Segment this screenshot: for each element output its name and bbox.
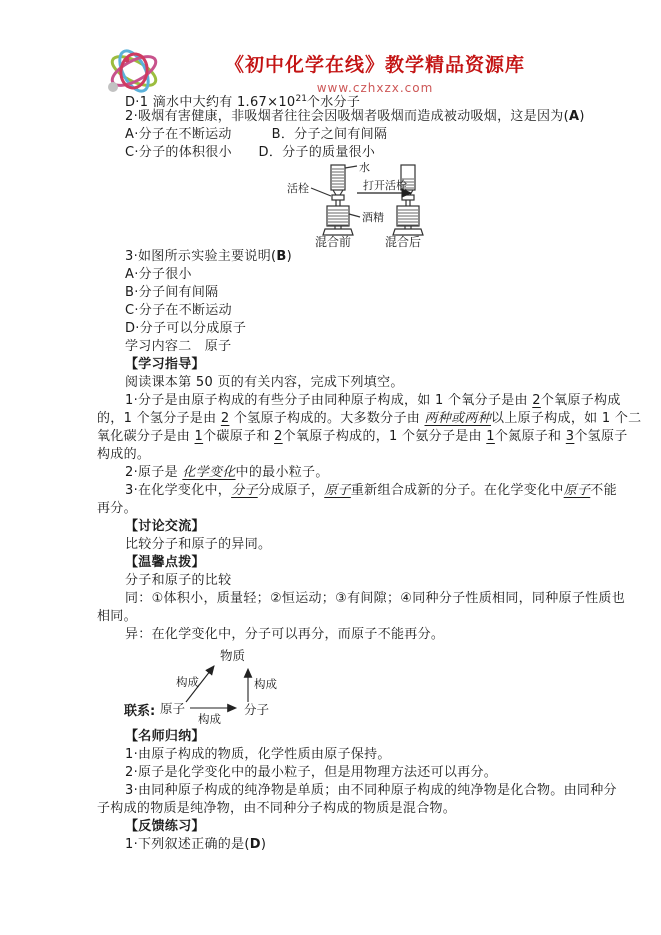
text-line: 的，1 个氢分子是由 2 个氢原子构成的。大多数分子由 两种或两种以上原子构成，如 1 个二 (97, 411, 642, 426)
text-line: C·分子的体积很小 D．分子的质量很小 (125, 145, 376, 160)
matter-node: 物质 (220, 648, 246, 663)
text-line: 氧化碳分子是由 1个碳原子和 2个氧原子构成的，1 个氨分子是由 1个氮原子和 3个氢原子 (97, 429, 628, 444)
site-title: 《初中化学在线》教学精品资源库 (224, 54, 525, 76)
molecule-node: 分子 (244, 702, 270, 717)
text-line: D·分子可以分成原子 (125, 321, 247, 336)
relation-diagram (97, 644, 577, 728)
text-line: 2·原子是 化学变化中的最小粒子。 (125, 465, 329, 480)
header-text (165, 50, 585, 95)
summary-section (97, 728, 617, 854)
text-line: 【名师归纳】 (125, 729, 205, 744)
text-line: 3·由同种原子构成的纯净物是单质；由不同种原子构成的纯净物是化合物。由同种分 (125, 783, 617, 798)
stopcock-label: 活栓 (287, 182, 309, 195)
text-line: 子构成的物质是纯净物，由不同种分子构成的物质是混合物。 (97, 801, 457, 816)
relation-diagram-figure (152, 644, 322, 724)
site-url: www.czhxzx.com (316, 81, 434, 95)
after-mixing-label: 混合后 (385, 235, 422, 248)
text-line: 阅读课本第 50 页的有关内容，完成下列填空。 (125, 375, 404, 390)
lesson-body-section (97, 248, 642, 644)
text-line: A·分子很小 (125, 267, 192, 282)
experiment-diagram (97, 162, 577, 248)
text-line: 分子和原子的比较 (125, 573, 232, 588)
atom-node: 原子 (160, 701, 186, 716)
text-line: 【学习指导】 (125, 357, 205, 372)
text-line: D·1 滴水中大约有 $1.67\times 10^{21}$个水分子 (125, 94, 361, 110)
text-line: 3·如图所示实验主要说明(B) (125, 249, 292, 264)
text-line: C·分子在不断运动 (125, 303, 232, 318)
before-mixing-label: 混合前 (315, 235, 352, 248)
apparatus-after (393, 165, 423, 235)
compose-label-horizontal: 构成 (198, 712, 221, 724)
text-line: B·分子间有间隔 (125, 285, 219, 300)
compose-label-vertical: 构成 (254, 677, 277, 691)
text-line: 比较分子和原子的异同。 (125, 537, 272, 552)
site-header (0, 0, 661, 95)
questions-top-section (97, 90, 585, 162)
apparatus-before (311, 165, 360, 235)
text-line: 异：在化学变化中，分子可以再分，而原子不能再分。 (125, 627, 445, 642)
text-line: A·分子在不断运动 B．分子之间有间隔 (125, 127, 388, 142)
text-line: 1·下列叙述正确的是(D) (125, 837, 267, 852)
text-line: 构成的。 (97, 447, 151, 462)
text-line: 1·由原子构成的物质，化学性质由原子保持。 (125, 747, 391, 762)
text-line: 3·在化学变化中，分子分成原子，原子重新组合成新的分子。在化学变化中原子不能 (125, 483, 617, 498)
open-stopcock-label: 打开活栓 (363, 179, 407, 192)
text-line: 【讨论交流】 (125, 519, 205, 534)
text-line: 学习内容二 原子 (125, 339, 232, 354)
text-line: 同：①体积小，质量轻；②恒运动；③有间隙；④同种分子性质相同，同种原子性质也 (125, 591, 626, 606)
experiment-diagram-figure (283, 162, 465, 248)
atom-logo-icon (103, 46, 165, 96)
text-line: 【温馨点拨】 (125, 555, 205, 570)
document-content (97, 90, 642, 854)
text-line: 再分。 (97, 501, 137, 516)
text-line: 2·吸烟有害健康，非吸烟者往往会因吸烟者吸烟而造成被动吸烟，这是因为(A) (125, 109, 585, 124)
text-line: 【反馈练习】 (125, 819, 205, 834)
compose-label-diagonal: 构成 (176, 675, 199, 689)
relation-link-label: 联系: (124, 704, 156, 719)
alcohol-label: 酒精 (362, 211, 384, 224)
text-line: 2·原子是化学变化中的最小粒子，但是用物理方法还可以再分。 (125, 765, 498, 780)
text-line: 1·分子是由原子构成的有些分子由同种原子构成，如 1 个氧分子是由 2个氧原子构成 (125, 393, 621, 408)
water-label: 水 (359, 162, 370, 174)
text-line: 相同。 (97, 609, 137, 624)
